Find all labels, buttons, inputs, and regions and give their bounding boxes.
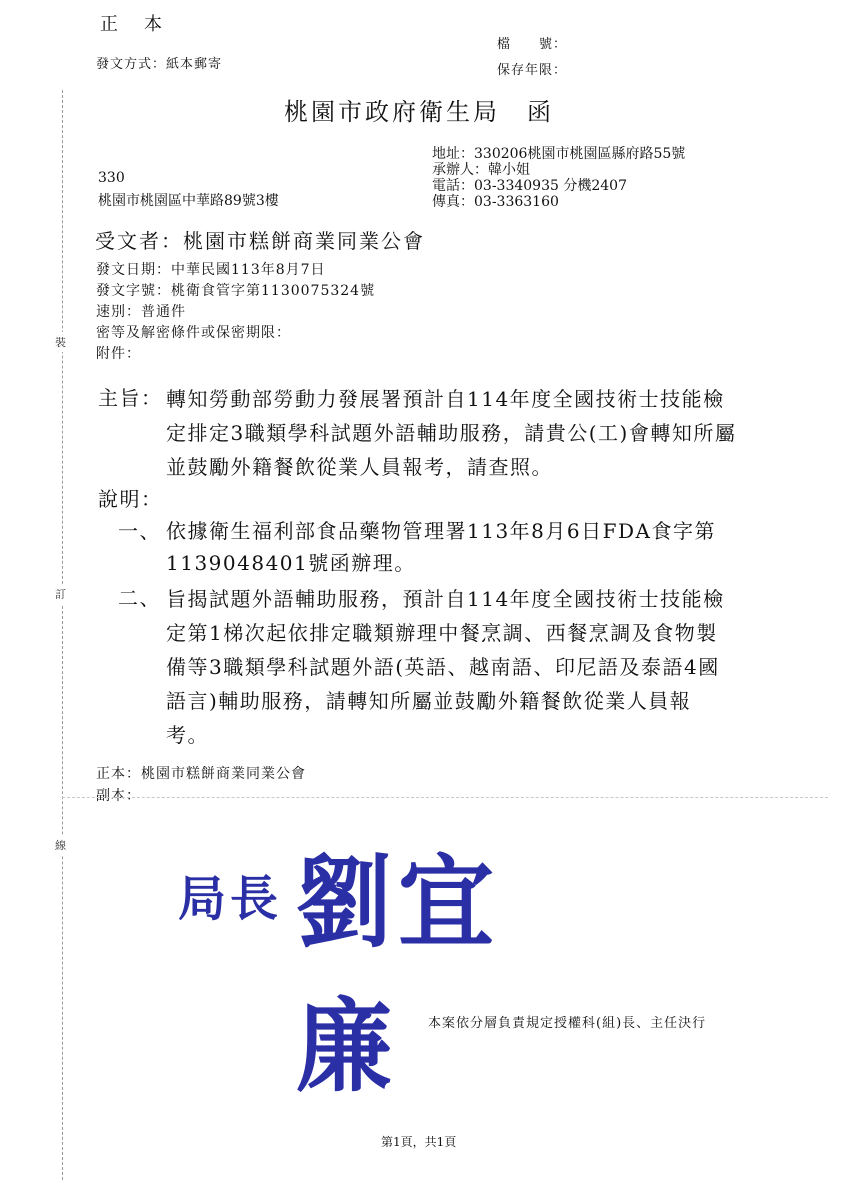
recipient: 受文者：桃園市糕餅商業同業公會 [95, 229, 425, 253]
subject-line: 轉知勞動部勞動力發展署預計自114年度全國技術士技能檢 [166, 387, 725, 411]
copy-recipient: 副本： [96, 788, 141, 804]
secrecy-level: 密等及解密條件或保密期限： [96, 325, 291, 341]
explanation-line: 依據衛生福利部食品藥物管理署113年8月6日FDA食字第 [166, 519, 716, 543]
subject-label: 主旨： [98, 386, 163, 410]
explanation-item-2 [166, 582, 725, 752]
explanation-label: 說明： [98, 487, 163, 511]
binding-mark-ding: 訂 [55, 584, 66, 604]
explanation-line: 考。 [166, 723, 209, 747]
file-number-label: 檔 號： [497, 37, 568, 52]
subject-line: 定排定3職類學科試題外語輔助服務，請貴公(工)會轉知所屬 [166, 421, 737, 445]
signature-name: 劉宜廉 [296, 843, 500, 1106]
sender-contact: 承辦人：韓小姐 [432, 162, 530, 178]
attachment-label: 附件： [96, 346, 141, 362]
explanation-item-2-number: 二、 [118, 586, 161, 610]
explanation-line: 定第1梯次起依排定職類辦理中餐烹調、西餐烹調及食物製 [166, 621, 718, 645]
binding-mark-zhuang: 裝 [55, 332, 66, 352]
explanation-item-1 [166, 515, 716, 579]
explanation-item-1-number: 一、 [118, 519, 161, 543]
dispatch-method: 發文方式：紙本郵寄 [96, 57, 223, 72]
distribution-list [96, 763, 306, 807]
subject-body [166, 382, 736, 484]
original-recipient: 正本：桃園市糕餅商業同業公會 [96, 766, 306, 782]
recipient-postcode: 330 [98, 170, 125, 186]
separator-line [62, 797, 828, 798]
explanation-line: 旨揭試題外語輔助服務，預計自114年度全國技術士技能檢 [166, 587, 725, 611]
dispatch-date: 發文日期：中華民國113年8月7日 [96, 262, 326, 278]
dispatch-number: 發文字號：桃衛食管字第1130075324號 [96, 283, 376, 299]
binding-margin-line [62, 90, 63, 1180]
speed-class: 速別：普通件 [96, 304, 186, 320]
sender-block [432, 146, 685, 210]
sender-fax: 傳真：03-3363160 [432, 194, 559, 210]
subject-line: 並鼓勵外籍餐飲從業人員報考，請查照。 [166, 455, 553, 479]
explanation-line: 備等3職類學科試題外語(英語、越南語、印尼語及泰語4國 [166, 655, 720, 679]
page-number: 第1頁，共1頁 [381, 1135, 457, 1149]
binding-mark-xian: 線 [55, 835, 66, 855]
retention-period-label: 保存年限： [497, 63, 568, 78]
copy-mark: 正 本 [100, 14, 166, 35]
explanation-line: 語言)輔助服務，請轉知所屬並鼓勵外籍餐飲從業人員報 [166, 689, 692, 713]
sender-phone: 電話：03-3340935 分機2407 [432, 178, 627, 194]
recipient-street-address: 桃園市桃園區中華路89號3樓 [98, 193, 279, 209]
signature-title: 局長 [178, 871, 283, 927]
delegation-note: 本案依分層負責規定授權科(組)長、主任決行 [428, 1016, 707, 1031]
document-meta [96, 260, 375, 365]
sender-address: 地址：330206桃園市桃園區縣府路55號 [432, 146, 686, 162]
explanation-line: 1139048401號函辦理。 [166, 551, 416, 575]
document-title: 桃園市政府衛生局 函 [284, 98, 554, 126]
